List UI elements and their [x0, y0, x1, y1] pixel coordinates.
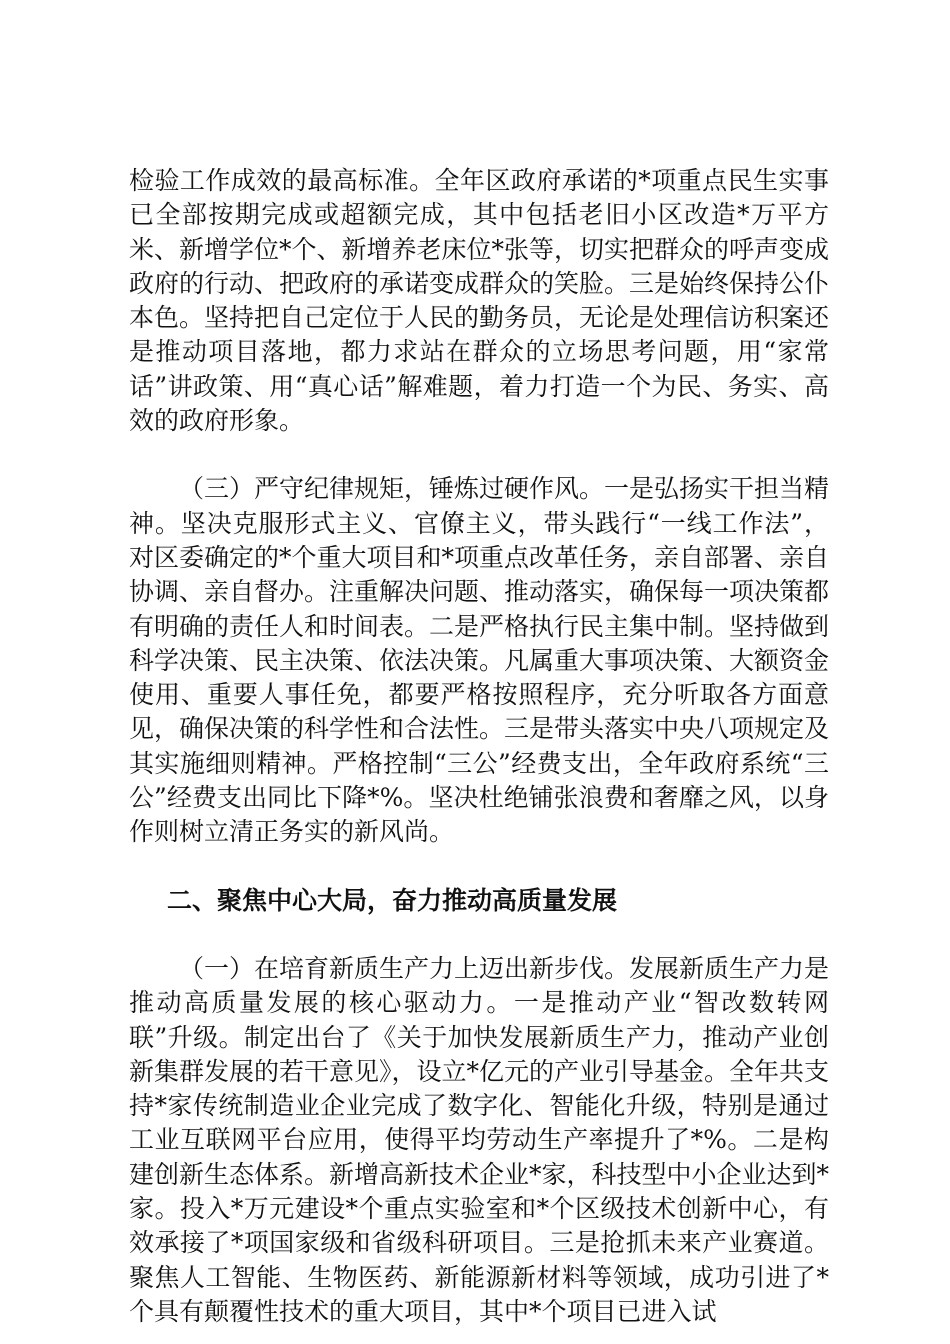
paragraph-productivity: （一）在培育新质生产力上迈出新步伐。发展新质生产力是推动高质量发展的核心驱动力。一是推动产业“智改数转网联”升级。制定出台了《关于加快发展新质生产力，推动产业创新集群发展的若干意见》，设立*亿元的产业引导基金。全年共支持*家传统制造业企业完成了数字化、智能化升级，特别是通过工业互联网平台应用，使得平均劳动生产率提升了*%。二是构建创新生态体系。新增高新技术企业*家，科技型中小企业达到*家。投入*万元建设*个重点实验室和*个区级技术创新中心，有效承接了*项国家级和省级科研项目。三是抢抓未来产业赛道。聚焦人工智能、生物医药、新能源新材料等领域，成功引进了*个具有颠覆性技术的重大项目，其中*个项目已进入试: [129, 953, 830, 1326]
paragraph-spacer: [129, 850, 829, 884]
document-body: [129, 164, 829, 1329]
paragraph-discipline: （三）严守纪律规矩，锤炼过硬作风。一是弘扬实干担当精神。坚决克服形式主义、官僚主义，带头践行“一线工作法”，对区委确定的*个重大项目和*项重点改革任务，亲自部署、亲自协调、亲自督办。注重解决问题、推动落实，确保每一项决策都有明确的责任人和时间表。二是严格执行民主集中制。坚持做到科学决策、民主决策、依法决策。凡属重大事项决策、大额资金使用、重要人事任免，都要严格按照程序，充分听取各方面意见，确保决策的科学性和合法性。三是带头落实中央八项规定及其实施细则精神。严格控制“三公”经费支出，全年政府系统“三公”经费支出同比下降*%。坚决杜绝铺张浪费和奢靡之风，以身作则树立清正务实的新风尚。: [129, 474, 830, 847]
section-heading: 二、聚焦中心大局，奋力推动高质量发展: [167, 885, 618, 915]
paragraph-spacer: [129, 918, 829, 952]
paragraph-spacer: [129, 438, 829, 472]
paragraph-continuation: 检验工作成效的最高标准。全年区政府承诺的*项重点民生实事已全部按期完成或超额完成，其中包括老旧小区改造*万平方米、新增学位*个、新增养老床位*张等，切实把群众的呼声变成政府的行动、把政府的承诺变成群众的笑脸。三是始终保持公仆本色。坚持把自己定位于人民的勤务员，无论是处理信访积案还是推动项目落地，都力求站在群众的立场思考问题，用“家常话”讲政策、用“真心话”解难题，着力打造一个为民、务实、高效的政府形象。: [129, 166, 830, 436]
